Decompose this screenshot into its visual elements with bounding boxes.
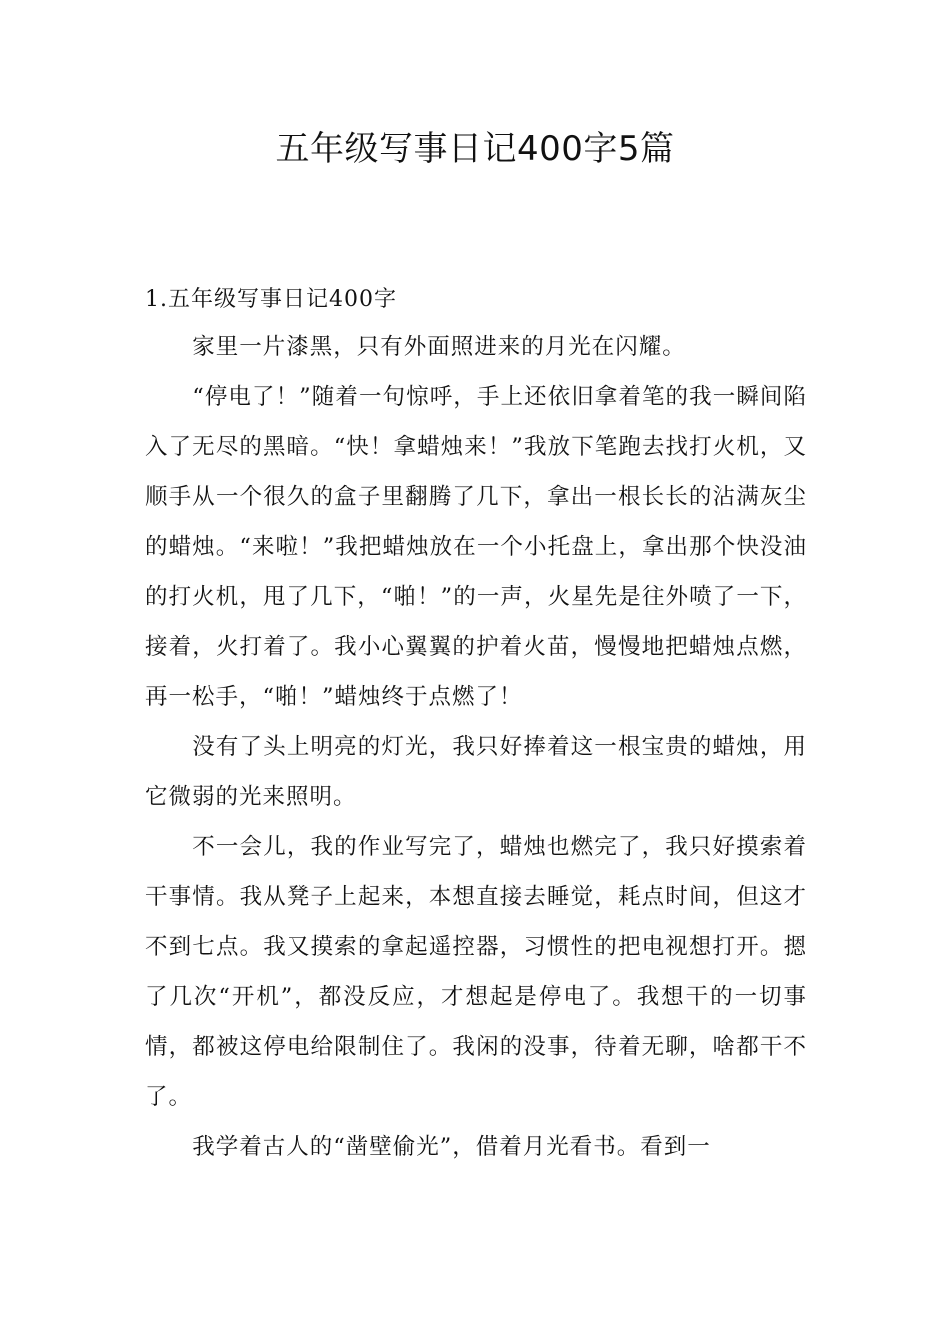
paragraph: 我学着古人的“凿壁偷光”，借着月光看书。看到一 [192, 1134, 711, 1160]
document-body [145, 278, 807, 1172]
section-heading: 1.五年级写事日记400字 [145, 287, 397, 312]
paragraph: “停电了！”随着一句惊呼，手上还依旧拿着笔的我一瞬间陷入了无尽的黑暗。“快！拿蜡烛来！”我放下笔跑去找打火机，又顺手从一个很久的盒子里翻腾了几下，拿出一根长长的沾满灰尘的蜡烛。“来啦！”我把蜡烛放在一个小托盘上，拿出那个快没油的打火机，甩了几下，“啪！”的一声，火星先是往外喷了一下，接着，火打着了。我小心翼翼的护着火苗，慢慢地把蜡烛点燃，再一松手，“啪！”蜡烛终于点燃了！ [145, 384, 807, 710]
paragraph: 没有了头上明亮的灯光，我只好捧着这一根宝贵的蜡烛，用它微弱的光来照明。 [145, 734, 807, 810]
document-title: 五年级写事日记400字5篇 [275, 129, 675, 169]
paragraph: 不一会儿，我的作业写完了，蜡烛也燃完了，我只好摸索着干事情。我从凳子上起来，本想直接去睡觉，耗点时间，但这才不到七点。我又摸索的拿起遥控器，习惯性的把电视想打开。摁了几次“开机”，都没反应，才想起是停电了。我想干的一切事情，都被这停电给限制住了。我闲的没事，待着无聊，啥都干不了。 [145, 834, 807, 1110]
paragraph: 家里一片漆黑，只有外面照进来的月光在闪耀。 [192, 334, 686, 360]
